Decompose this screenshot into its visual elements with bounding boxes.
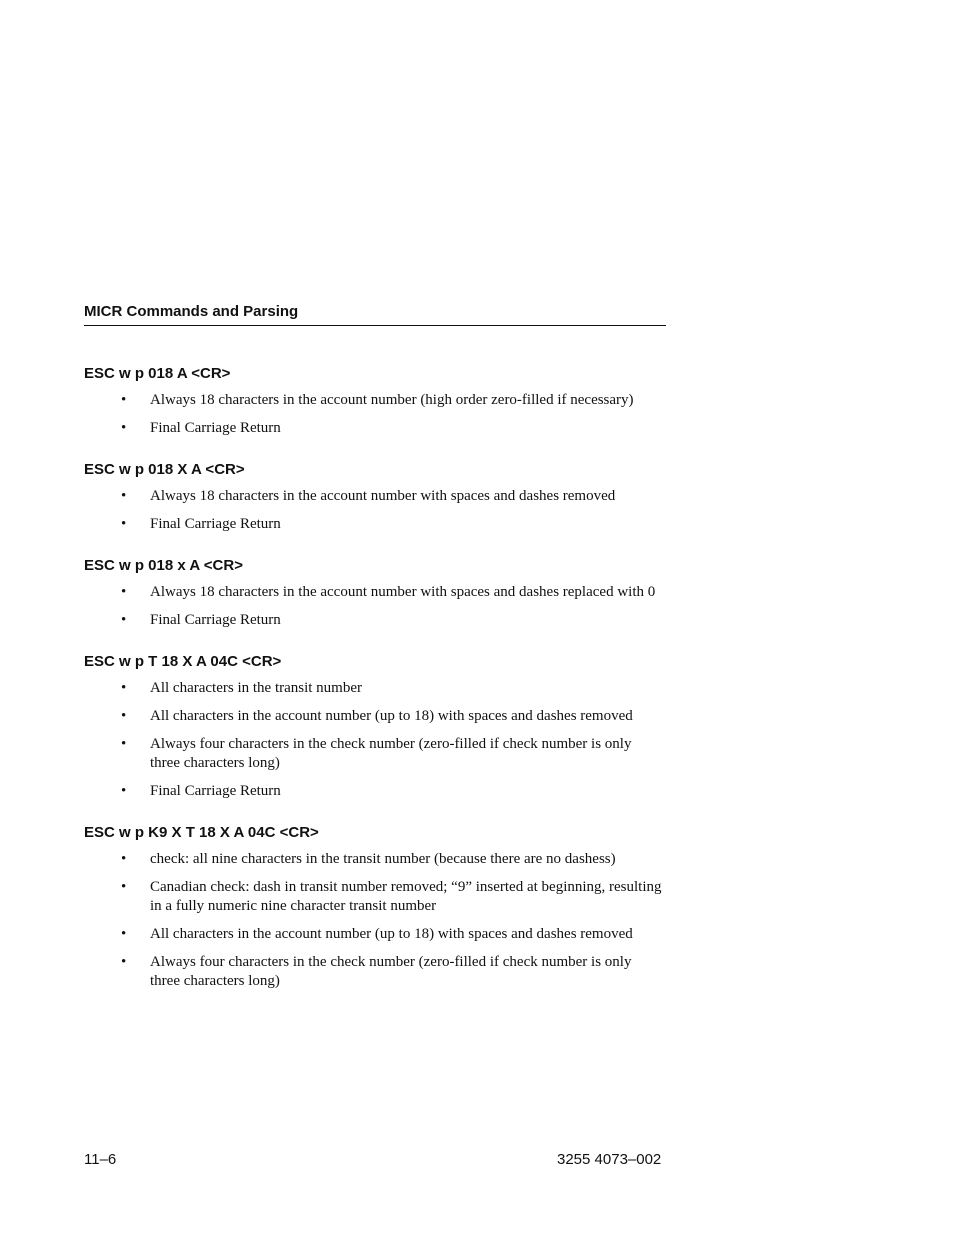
list-item-text: Always 18 characters in the account number with spaces and dashes replaced with 0 [150, 584, 656, 600]
list-item [84, 419, 664, 438]
list-item [84, 583, 664, 602]
list-item [84, 487, 664, 506]
list-item-text: Final Carriage Return [150, 420, 281, 436]
list-item [84, 782, 664, 801]
command-section [84, 823, 664, 991]
bullet-list [84, 679, 664, 801]
command-heading: ESC w p 018 A <CR> [84, 365, 231, 382]
list-item [84, 925, 664, 944]
list-item [84, 953, 664, 991]
list-item-text: Final Carriage Return [150, 516, 281, 532]
bullet-icon: • [121, 879, 127, 895]
bullet-icon: • [121, 392, 127, 408]
bullet-list [84, 487, 664, 534]
bullet-icon: • [121, 708, 127, 724]
document-body [84, 364, 664, 1013]
command-section [84, 556, 664, 630]
list-item [84, 850, 664, 869]
bullet-icon: • [121, 680, 127, 696]
bullet-icon: • [121, 612, 127, 628]
bullet-icon: • [121, 516, 127, 532]
command-heading: ESC w p 018 x A <CR> [84, 557, 243, 574]
bullet-icon: • [121, 783, 127, 799]
bullet-list [84, 391, 664, 438]
command-heading: ESC w p T 18 X A 04C <CR> [84, 653, 282, 670]
list-item-text: Always four characters in the check number (zero-filled if check number is only three characters long) [150, 954, 632, 989]
document-number: 3255 4073–002 [557, 1151, 662, 1168]
list-item-text: Final Carriage Return [150, 612, 281, 628]
bullet-icon: • [121, 584, 127, 600]
list-item-text: All characters in the transit number [150, 680, 363, 696]
command-section [84, 460, 664, 534]
list-item [84, 707, 664, 726]
command-section [84, 652, 664, 801]
bullet-list [84, 583, 664, 630]
list-item-text: Always 18 characters in the account number with spaces and dashes removed [150, 488, 616, 504]
list-item [84, 679, 664, 698]
command-heading: ESC w p 018 X A <CR> [84, 461, 245, 478]
bullet-list [84, 850, 664, 991]
list-item [84, 391, 664, 410]
list-item [84, 611, 664, 630]
command-heading: ESC w p K9 X T 18 X A 04C <CR> [84, 824, 319, 841]
bullet-icon: • [121, 420, 127, 436]
bullet-icon: • [121, 926, 127, 942]
list-item-text: Always 18 characters in the account number (high order zero-filled if necessary) [150, 392, 634, 408]
list-item-text: All characters in the account number (up to 18) with spaces and dashes removed [150, 926, 633, 942]
bullet-icon: • [121, 851, 127, 867]
bullet-icon: • [121, 736, 127, 752]
page-number: 11–6 [84, 1151, 117, 1168]
running-header: MICR Commands and Parsing [84, 303, 666, 326]
list-item-text: All characters in the account number (up to 18) with spaces and dashes removed [150, 708, 633, 724]
list-item [84, 735, 664, 773]
list-item-text: Always four characters in the check number (zero-filled if check number is only three characters long) [150, 736, 632, 771]
list-item [84, 878, 664, 916]
list-item-text: Canadian check: dash in transit number removed; “9” inserted at beginning, resulting in a fully numeric nine character transit number [150, 879, 662, 914]
list-item-text: Final Carriage Return [150, 783, 281, 799]
bullet-icon: • [121, 954, 127, 970]
list-item-text: check: all nine characters in the transit number (because there are no dashess) [150, 851, 616, 867]
command-section [84, 364, 664, 438]
list-item [84, 515, 664, 534]
bullet-icon: • [121, 488, 127, 504]
